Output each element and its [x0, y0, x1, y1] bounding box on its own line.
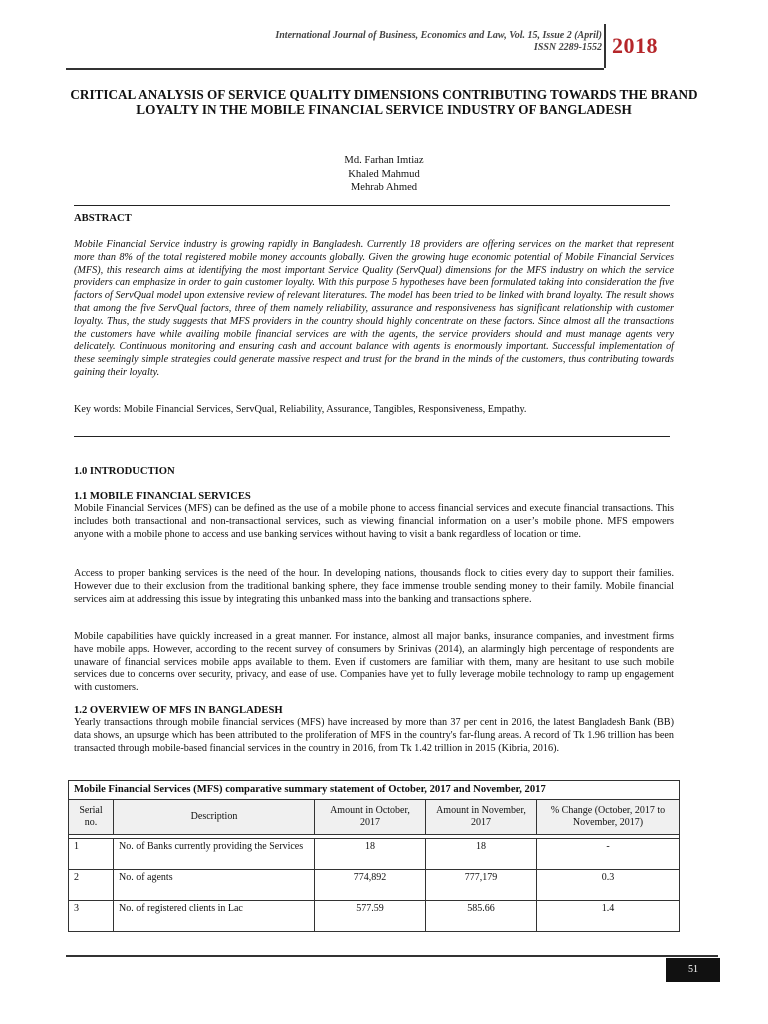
header-divider [604, 24, 606, 68]
section-rule [74, 436, 670, 437]
column-header: Amount in October, 2017 [315, 800, 426, 835]
column-header: % Change (October, 2017 to November, 2017) [537, 800, 680, 835]
table-cell: 585.66 [426, 901, 537, 932]
table-header-row [69, 800, 680, 835]
body-paragraph: Access to proper banking services is the need of the hour. In developing nations, thousands flock to cities every day to support their families. However due to their exclusion from the traditional banking sphere, they face immense trouble sending money to their family. Mobile financial services aim at addressing this issue by integrating this unbanked mass into the banking and transactions sphere. [74, 568, 674, 605]
section-rule [74, 205, 670, 206]
journal-citation [275, 30, 602, 54]
table-cell: No. of Banks currently providing the Services [114, 839, 315, 870]
table-cell: 1 [69, 839, 114, 870]
abstract-text: Mobile Financial Service industry is growing rapidly in Bangladesh. Currently 18 providers are offering services on the market that represent more than 8% of the total registered mobile money accounts globally. Given the growing huge economic potential of Mobile Financial Services (MFS), this research aims at identifying the most important Service Quality (ServQual) dimensions for the MFS industry on which the service providers can emphasize in order to gain customer loyalty. With this purpose 5 hypotheses have been formulated taking into consideration the five factors of ServQual model upon extensive review of relevant literatures. The model has been tried to be linked with brand loyalty. The result shows that among the five ServQual factors, three of them namely reliability, assurance and responsiveness has significant relationship with customer loyalty. Thus, the study suggests that MFS providers in the country should highly concentrate on these factors. Since almost all the transactions the customers have while availing mobile financial services are with the agents, the service providers should and must manage agents very delicately. Continuous monitoring and ensuring cash and account balance with agents is enormously important. Successful implementation of these seemingly simple strategies could generate massive respect and trust for the brand in the minds of the customers, thus contributing towards gaining their loyalty. [74, 239, 674, 378]
journal-issn: ISSN 2289-1552 [533, 42, 602, 53]
subsection-heading-mfs: 1.1 MOBILE FINANCIAL SERVICES [74, 491, 251, 502]
column-header: Serial no. [69, 800, 114, 835]
journal-year: 2018 [612, 33, 658, 58]
table-cell: 577.59 [315, 901, 426, 932]
table-cell: 0.3 [537, 870, 680, 901]
table-cell: 777,179 [426, 870, 537, 901]
author-name: Md. Farhan Imtiaz [344, 155, 424, 166]
table-cell: 774,892 [315, 870, 426, 901]
table-row [69, 839, 680, 870]
table-cell: 18 [426, 839, 537, 870]
body-paragraph: Mobile Financial Services (MFS) can be defined as the use of a mobile phone to access financial services and execute financial transactions. This includes both transactional and non-transactional services, such as viewing financial information on a user’s mobile phone. MFS empowers anyone with a mobile phone to access and use banking services without having to visit a bank regardless of location or time. [74, 503, 674, 540]
table-cell: No. of agents [114, 870, 315, 901]
journal-name: International Journal of Business, Economics and Law, Vol. 15, Issue 2 (April) [275, 30, 602, 41]
body-paragraph: Yearly transactions through mobile financial services (MFS) have increased by more than 37 per cent in 2016, the latest Bangladesh Bank (BB) data shows, an upsurge which has been attributed to the proliferation of MFS in the country's far-flung areas. A record of Tk 1.96 trillion has been transacted through mobile-based financial services in the country in 2016, from Tk 1.42 trillion in 2015 (Kibria, 2016). [74, 717, 674, 754]
table-cell: 2 [69, 870, 114, 901]
author-name: Khaled Mahmud [348, 168, 420, 180]
table-cell: 3 [69, 901, 114, 932]
paper-title: CRITICAL ANALYSIS OF SERVICE QUALITY DIMENSIONS CONTRIBUTING TOWARDS THE BRAND LOYALTY IN THE MOBILE FINANCIAL SERVICE INDUSTRY OF BANGLADESH [70, 87, 698, 117]
table-row [69, 901, 680, 932]
mfs-summary-table [68, 780, 680, 932]
table-caption: Mobile Financial Services (MFS) comparative summary statement of October, 2017 and November, 2017 [69, 781, 680, 800]
page-number: 51 [666, 958, 720, 982]
page-header [0, 24, 768, 70]
keywords: Key words: Mobile Financial Services, ServQual, Reliability, Assurance, Tangibles, Responsiveness, Empathy. [74, 404, 527, 415]
table-cell: - [537, 839, 680, 870]
table-cell: 18 [315, 839, 426, 870]
table-row [69, 870, 680, 901]
table-cell: 1.4 [537, 901, 680, 932]
table-caption-row [69, 781, 680, 800]
table-cell: No. of registered clients in Lac [114, 901, 315, 932]
subsection-heading-overview: 1.2 OVERVIEW OF MFS IN BANGLADESH [74, 705, 283, 716]
author-name: Mehrab Ahmed [350, 182, 418, 193]
column-header: Amount in November, 2017 [426, 800, 537, 835]
abstract-heading: ABSTRACT [74, 213, 132, 224]
footer-rule [66, 955, 718, 957]
author-list [70, 154, 698, 195]
section-heading-introduction: 1.0 INTRODUCTION [74, 466, 175, 477]
body-paragraph: Mobile capabilities have quickly increased in a great manner. For instance, almost all major banks, insurance companies, and investment firms have mobile apps. However, according to the recent survey of consumers by Srinivas (2014), an alarmingly high percentage of respondents are unaware of financial services mobile apps available to them. Even if customers are familiar with them, many are hesitant to use such mobile services due to concerns over security, privacy, and ease of use. Companies have yet to fully leverage mobile technology to ramp up engagement with customers. [74, 631, 674, 694]
header-rule [66, 68, 604, 70]
column-header: Description [114, 800, 315, 835]
